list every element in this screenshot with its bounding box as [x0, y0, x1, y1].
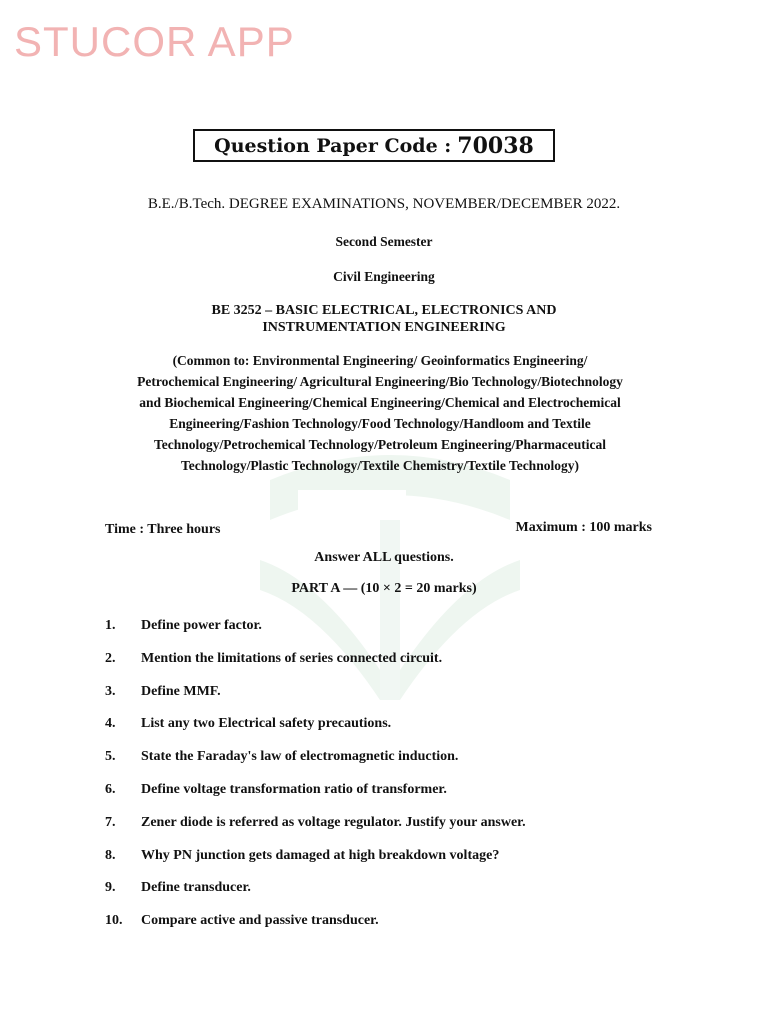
watermark-text: STUCOR APP: [14, 18, 295, 65]
question-text: State the Faraday's law of electromagnetic induction.: [141, 749, 459, 765]
paper-code-label: Question Paper Code :: [214, 134, 452, 157]
common-to-line: Engineering/Fashion Technology/Food Technology/Handloom and Textile: [169, 416, 591, 431]
question-text: List any two Electrical safety precautions.: [141, 716, 392, 732]
question-item: [105, 880, 665, 913]
instruction: Answer ALL questions.: [314, 550, 454, 565]
question-item: [105, 749, 665, 782]
question-list: [105, 618, 665, 946]
question-number: 8.: [105, 847, 116, 863]
question-number: 1.: [105, 618, 116, 633]
question-number: 6.: [105, 781, 116, 797]
subject-line-1: BE 3252 – BASIC ELECTRICAL, ELECTRONICS AND: [211, 303, 557, 318]
question-item: [105, 782, 665, 815]
question-item: [105, 651, 665, 684]
department: Civil Engineering: [333, 269, 435, 284]
question-number: 3.: [105, 683, 116, 699]
question-text: Define power factor.: [141, 618, 262, 633]
question-text: Compare active and passive transducer.: [141, 913, 379, 929]
question-text: Define transducer.: [141, 880, 251, 896]
question-number: 9.: [105, 880, 116, 896]
time-duration: Time : Three hours: [105, 522, 221, 537]
question-text: Define MMF.: [141, 683, 221, 699]
question-number: 5.: [105, 749, 116, 765]
subject-title: [0, 302, 768, 336]
paper-code-number: 70038: [457, 132, 534, 159]
exam-title: B.E./B.Tech. DEGREE EXAMINATIONS, NOVEMBER/DECEMBER 2022.: [147, 196, 621, 212]
question-item: [105, 618, 665, 651]
question-number: 4.: [105, 716, 116, 732]
common-to-line: Petrochemical Engineering/ Agricultural Engineering/Bio Technology/Biotechnology: [137, 374, 623, 389]
question-item: [105, 815, 665, 848]
question-text: Define voltage transformation ratio of transformer.: [141, 781, 447, 797]
common-to-line: Technology/Petrochemical Technology/Petroleum Engineering/Pharmaceutical: [154, 437, 606, 452]
question-item: [105, 716, 665, 749]
question-item: [105, 848, 665, 881]
part-a-heading: PART A — (10 × 2 = 20 marks): [291, 581, 477, 596]
maximum-marks: Maximum : 100 marks: [515, 520, 652, 535]
question-paper-code: [193, 129, 555, 162]
question-number: 10.: [105, 913, 123, 929]
common-to-block: [100, 350, 660, 476]
common-to-line: and Biochemical Engineering/Chemical Engineering/Chemical and Electrochemical: [139, 395, 621, 410]
subject-line-2: INSTRUMENTATION ENGINEERING: [262, 320, 506, 335]
question-item: [105, 913, 665, 946]
question-text: Mention the limitations of series connected circuit.: [141, 650, 443, 666]
question-text: Zener diode is referred as voltage regulator. Justify your answer.: [141, 814, 526, 830]
question-number: 7.: [105, 814, 116, 830]
question-number: 2.: [105, 650, 116, 666]
common-to-line: (Common to: Environmental Engineering/ Geoinformatics Engineering/: [172, 353, 588, 368]
question-text: Why PN junction gets damaged at high breakdown voltage?: [141, 847, 500, 863]
question-item: [105, 684, 665, 717]
common-to-line: Technology/Plastic Technology/Textile Chemistry/Textile Technology): [181, 458, 579, 473]
semester: Second Semester: [335, 234, 433, 249]
